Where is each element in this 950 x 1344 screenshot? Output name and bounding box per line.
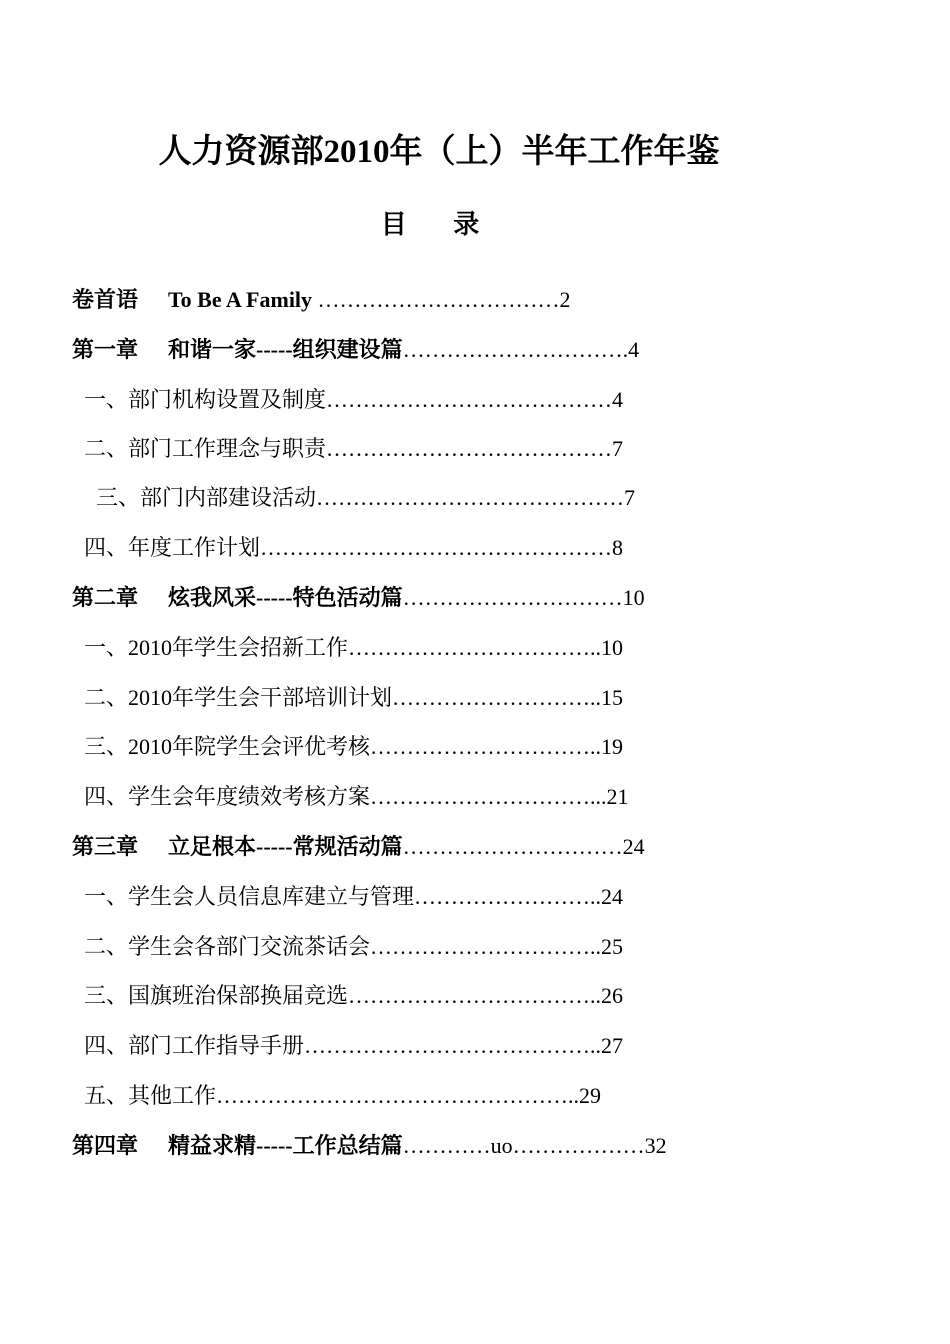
toc-leader-dots: …………………………: [370, 784, 591, 809]
toc-page-number: .4: [622, 337, 640, 362]
toc-section[interactable]: [84, 681, 623, 715]
toc-leader-dots: …………………………………………: [216, 1083, 569, 1108]
toc-label: 第一章: [72, 337, 139, 362]
toc-title: To Be A Family: [168, 287, 313, 312]
toc-page-number: 4: [612, 387, 624, 412]
toc-preface[interactable]: [72, 283, 571, 317]
toc-title: 和谐一家-----组织建设篇: [168, 337, 403, 362]
toc-title: 五、其他工作: [84, 1083, 217, 1108]
toc-title: 二、部门工作理念与职责: [84, 436, 327, 461]
toc-leader-dots: …………………………………: [304, 1033, 591, 1058]
toc-section[interactable]: [84, 1029, 623, 1063]
toc-leader-dots: …………………………………: [326, 387, 613, 412]
toc-page-number: ..10: [590, 635, 624, 660]
toc-title: 炫我风采-----特色活动篇: [168, 585, 403, 610]
toc-leader-dots: ……………………………: [348, 635, 591, 660]
toc-title: 三、部门内部建设活动: [96, 485, 317, 510]
toc-title: 一、部门机构设置及制度: [84, 387, 327, 412]
toc-label: 卷首语: [72, 287, 139, 312]
toc-page-number: ..29: [568, 1083, 602, 1108]
toc-page-number: 32: [644, 1133, 667, 1158]
toc-leader-dots: …………uo………………: [402, 1133, 645, 1158]
toc-title: 精益求精-----工作总结篇: [168, 1133, 403, 1158]
toc-title: 二、学生会各部门交流茶话会: [84, 934, 371, 959]
toc-page-number: 8: [612, 535, 624, 560]
toc-title: 一、2010年学生会招新工作: [84, 635, 349, 660]
toc-label: 第三章: [72, 834, 139, 859]
toc-leader-dots: ……………………………………: [316, 485, 625, 510]
toc-title: 一、学生会人员信息库建立与管理: [84, 884, 415, 909]
toc-section[interactable]: [84, 1079, 601, 1113]
toc-heading: 目 录: [380, 210, 500, 239]
toc-title: 四、学生会年度绩效考核方案: [84, 784, 371, 809]
toc-page-number: ..27: [590, 1033, 624, 1058]
toc-section[interactable]: [84, 531, 623, 565]
toc-chapter-3[interactable]: [72, 830, 645, 864]
toc-leader-dots: …………………………: [370, 734, 591, 759]
toc-page-number: ..19: [590, 734, 624, 759]
toc-title: 二、2010年学生会干部培训计划: [84, 685, 393, 710]
toc-chapter-2[interactable]: [72, 581, 645, 615]
toc-title: 三、2010年院学生会评优考核: [84, 734, 371, 759]
toc-section[interactable]: [84, 930, 623, 964]
toc-title: 三、国旗班治保部换届竞选: [84, 983, 349, 1008]
toc-label: 第二章: [72, 585, 139, 610]
toc-leader-dots: ……………………………: [312, 287, 560, 312]
toc-page-number: 24: [622, 834, 645, 859]
toc-label: 第四章: [72, 1133, 139, 1158]
toc-section[interactable]: [84, 979, 623, 1013]
toc-section[interactable]: [84, 780, 629, 814]
toc-page-number: 7: [624, 485, 636, 510]
toc-section[interactable]: [84, 631, 623, 665]
toc-leader-dots: …………………………: [402, 337, 623, 362]
toc-leader-dots: …………………………………………: [260, 535, 613, 560]
toc-leader-dots: …………………………: [402, 585, 623, 610]
toc-leader-dots: …………………………………: [326, 436, 613, 461]
toc-page-number: ..24: [590, 884, 624, 909]
toc-page-number: 2: [559, 287, 571, 312]
toc-page-number: ..15: [590, 685, 624, 710]
toc-section[interactable]: [84, 880, 623, 914]
toc-section[interactable]: [84, 432, 623, 466]
toc-chapter-1[interactable]: [72, 333, 639, 367]
toc-leader-dots: …………………………: [402, 834, 623, 859]
toc-page-number: 7: [612, 436, 624, 461]
page-title: 人力资源部2010年（上）半年工作年鉴: [158, 134, 720, 170]
toc-title: 四、部门工作指导手册: [84, 1033, 305, 1058]
toc-section[interactable]: [84, 730, 623, 764]
toc-title: 四、年度工作计划: [84, 535, 261, 560]
toc-page-number: ..26: [590, 983, 624, 1008]
toc-leader-dots: ……………………: [414, 884, 591, 909]
toc-title: 立足根本-----常规活动篇: [168, 834, 403, 859]
toc-leader-dots: ……………………………: [348, 983, 591, 1008]
toc-leader-dots: ………………………: [392, 685, 591, 710]
toc-page-number: ..25: [590, 934, 624, 959]
toc-chapter-4[interactable]: [72, 1129, 667, 1163]
toc-section[interactable]: [84, 383, 623, 417]
toc-section[interactable]: [96, 481, 635, 515]
toc-page-number: ...21: [590, 784, 629, 809]
toc-leader-dots: …………………………: [370, 934, 591, 959]
toc-page-number: 10: [622, 585, 645, 610]
